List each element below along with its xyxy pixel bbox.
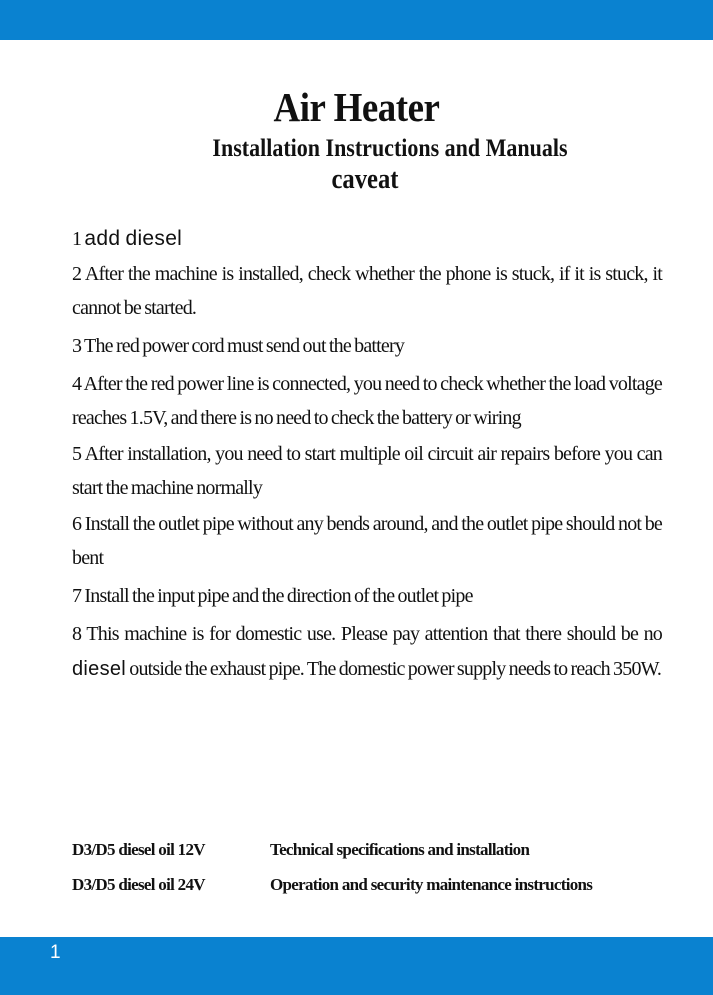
bottom-color-bar <box>0 937 713 995</box>
item-number: 7 <box>72 585 82 607</box>
item-text: After the red power line is connected, you need to check whether the load voltage reaches 1.5V, and there is no need to check the battery or wiring <box>72 373 662 429</box>
list-item <box>72 579 662 613</box>
item-number: 8 <box>72 623 82 645</box>
spec-model: D3/D5 diesel oil 12V <box>72 840 205 859</box>
item-text: Install the input pipe and the direction of the outlet pipe <box>84 585 473 607</box>
page-number: 1 <box>50 942 61 963</box>
item-text: add diesel <box>84 227 183 250</box>
item-text: The red power cord must send out the battery <box>84 335 405 357</box>
spec-model: D3/D5 diesel oil 24V <box>72 875 205 894</box>
item-number: 4 <box>72 373 82 395</box>
list-item <box>72 507 662 575</box>
item-text: This machine is for domestic use. Please pay attention that there should be no <box>86 623 662 645</box>
item-number: 5 <box>72 443 82 465</box>
item-text-sans: diesel <box>72 658 127 680</box>
top-color-bar <box>0 0 713 40</box>
list-item <box>72 617 662 687</box>
spec-description: Operation and security maintenance instructions <box>270 875 593 894</box>
list-item <box>72 437 662 505</box>
document-subtitle: Installation Instructions and Manuals <box>212 135 568 162</box>
list-item <box>72 257 662 325</box>
caveat-heading: caveat <box>331 164 399 195</box>
spec-description: Technical specifications and installation <box>270 840 530 859</box>
item-text: After installation, you need to start multiple oil circuit air repairs before you can start the machine normally <box>72 443 662 499</box>
instruction-list <box>72 222 662 687</box>
list-item <box>72 222 662 256</box>
item-number: 2 <box>72 263 82 285</box>
item-text: Install the outlet pipe without any bends around, and the outlet pipe should not be bent <box>72 513 662 569</box>
list-item <box>72 329 662 363</box>
item-number: 3 <box>72 335 82 357</box>
item-number: 6 <box>72 513 82 535</box>
item-text: outside the exhaust pipe. The domestic power supply needs to reach 350W. <box>129 658 662 680</box>
document-title: Air Heater <box>273 84 440 130</box>
item-text: After the machine is installed, check whether the phone is stuck, if it is stuck, it cannot be started. <box>72 263 662 319</box>
item-number: 1 <box>72 228 82 250</box>
list-item <box>72 367 662 435</box>
